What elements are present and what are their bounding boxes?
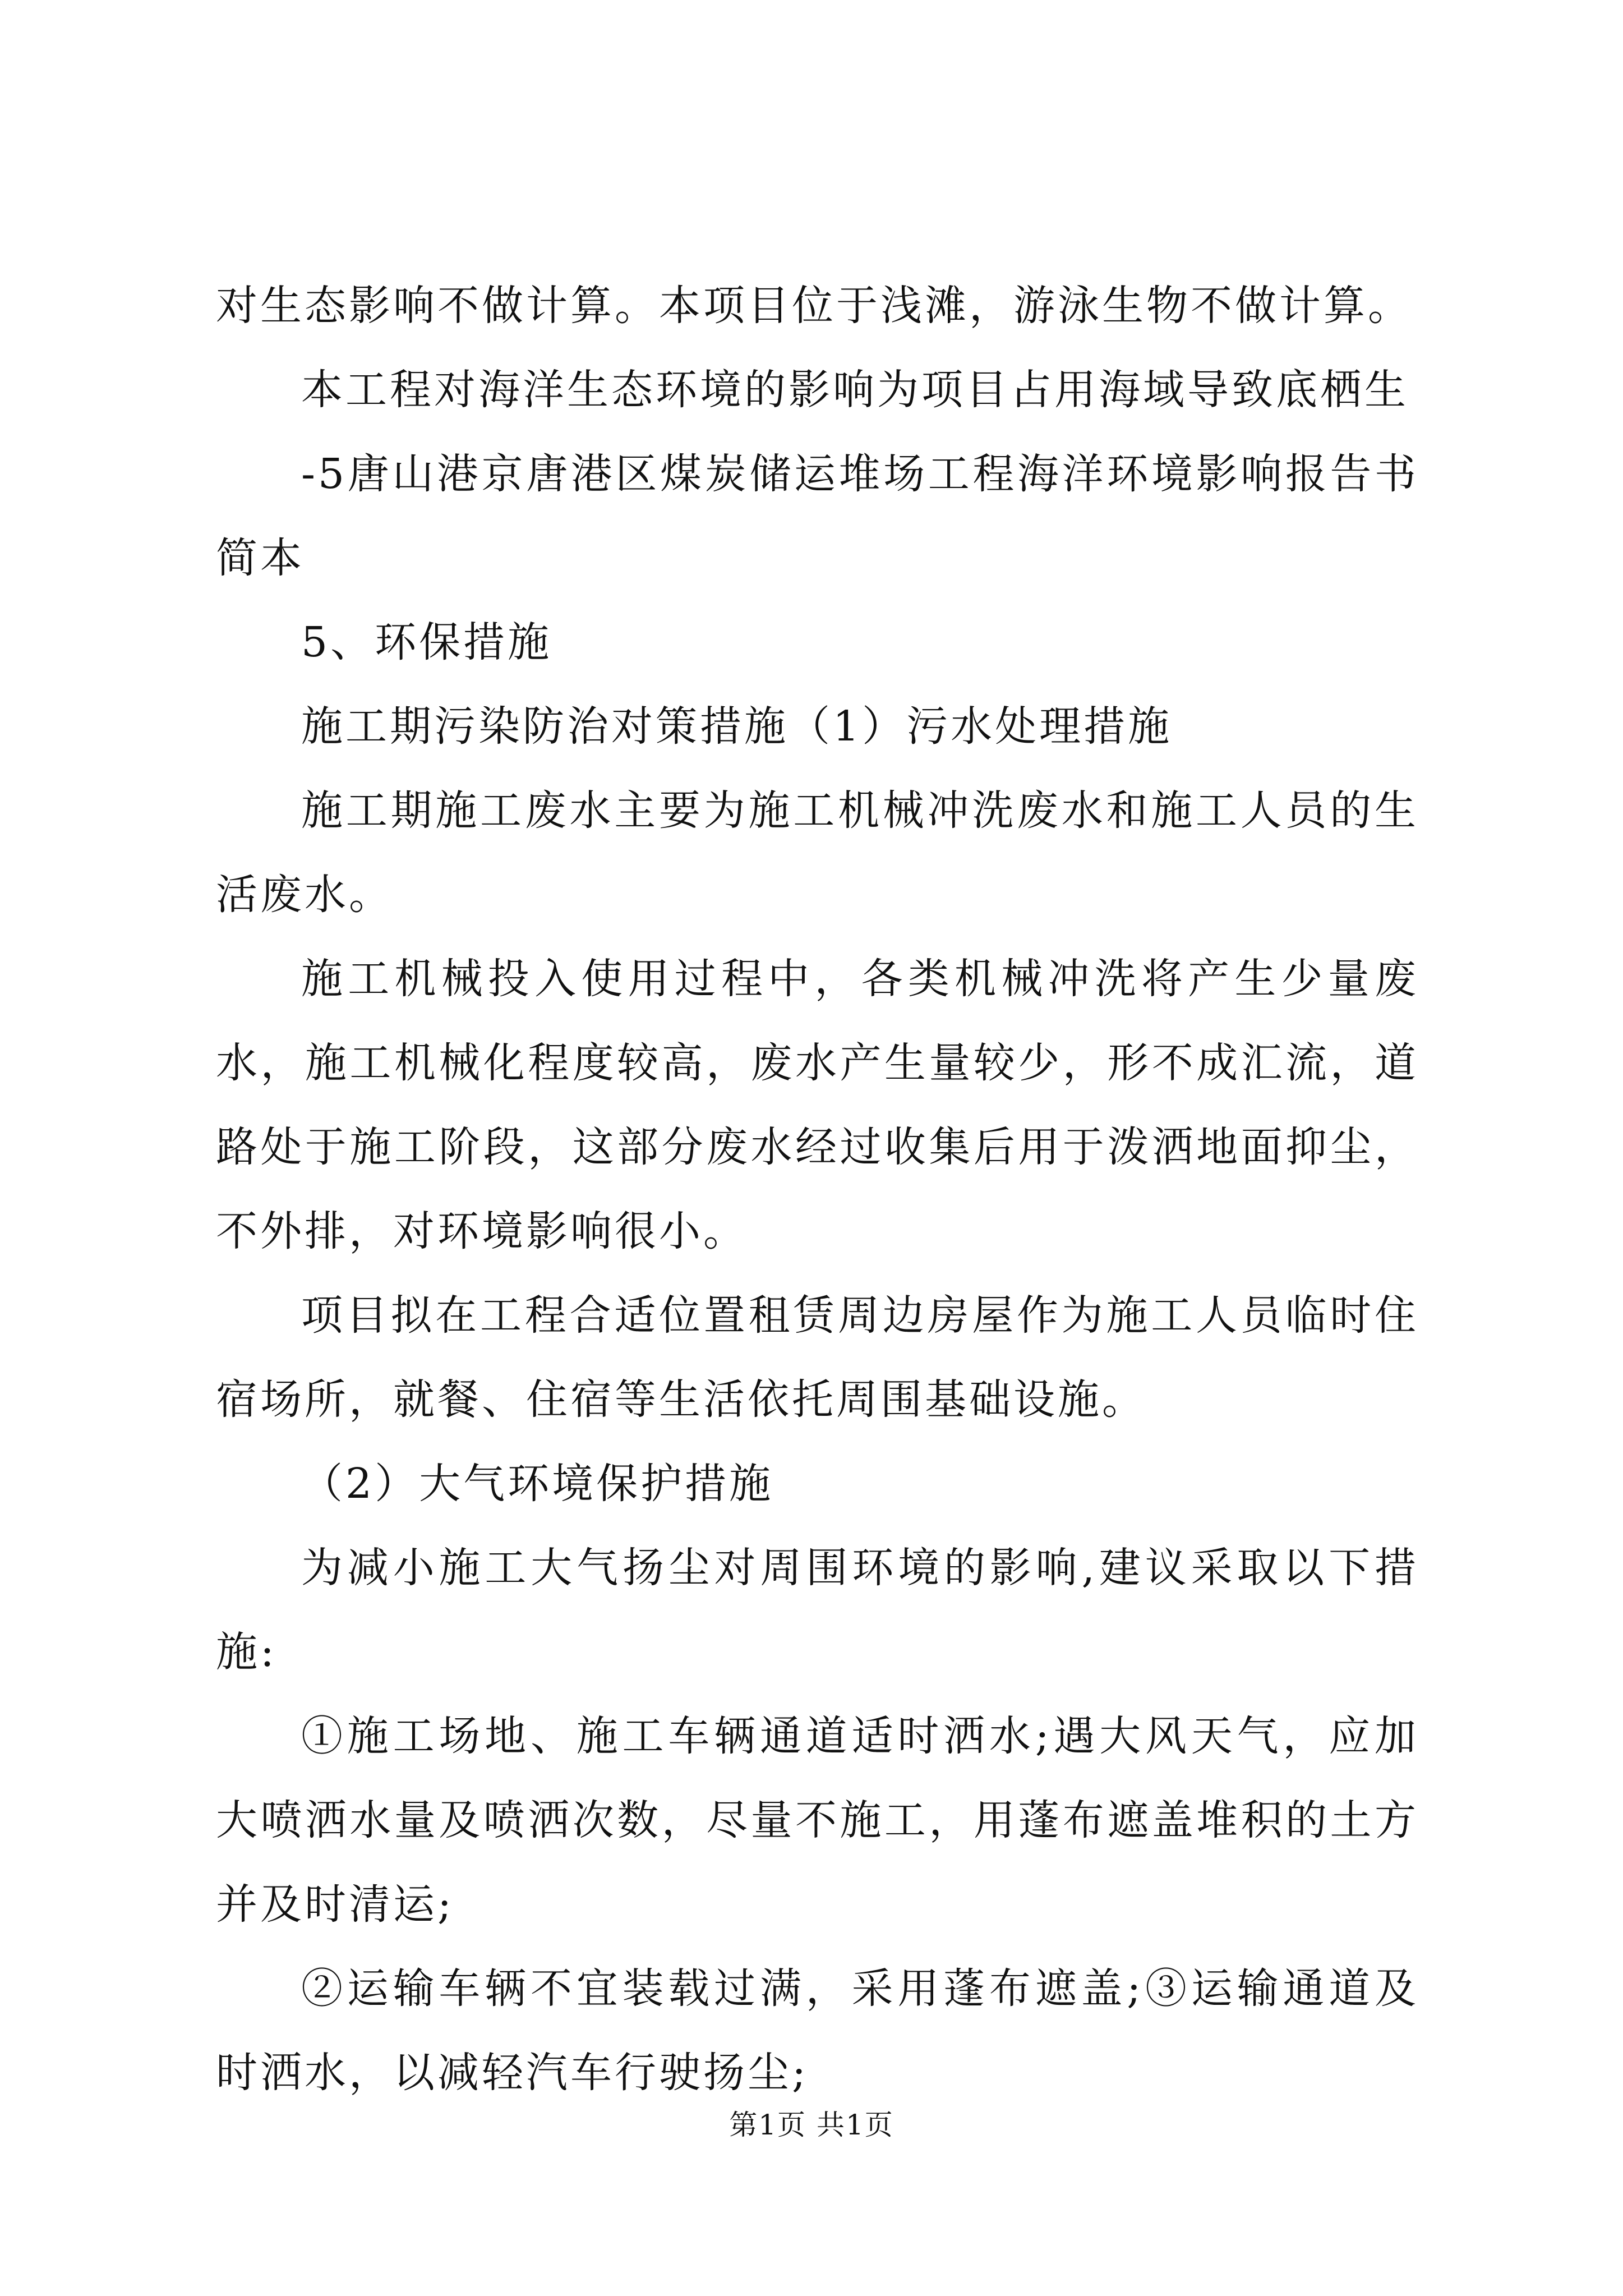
list-item-1: ①施工场地、施工车辆通道适时洒水;遇大风天气，应加大喷洒水量及喷洒次数，尽量不施工，用蓬布遮盖堆积的土方并及时清运; [216,1712,1419,1929]
paragraph-7: 施工机械投入使用过程中，各类机械冲洗将产生少量废水，施工机械化程度较高，废水产生量较少，形不成汇流，道路处于施工阶段，这部分废水经过收集后用于泼洒地面抑尘，不外排，对环境影响很小。 [216,955,1419,1255]
page-number-footer: 第1页 共1页 [729,2109,894,2141]
section-heading-environmental-measures: 5、环保措施 [301,618,552,666]
paragraph-2: 本工程对海洋生态环境的影响为项目占用海域导致底栖生 [301,366,1409,414]
paragraph-3: -5唐山港京唐港区煤炭储运堆场工程海洋环境影响报告书简本 [216,450,1419,582]
list-item-2: ②运输车辆不宜装载过满，采用蓬布遮盖;③运输通道及时洒水，以减轻汽车行驶扬尘; [216,1964,1419,2097]
paragraph-10: 为减小施工大气扬尘对周围环境的影响,建议采取以下措施: [216,1544,1419,1676]
subheading-construction-pollution-measures: 施工期污染防治对策措施（1）污水处理措施 [301,702,1173,751]
paragraph-1: 对生态影响不做计算。本项目位于浅滩，游泳生物不做计算。 [216,282,1412,330]
paragraph-6: 施工期施工废水主要为施工机械冲洗废水和施工人员的生活废水。 [216,786,1419,919]
subheading-air-protection-measures: （2）大气环境保护措施 [301,1460,774,1508]
paragraph-8: 项目拟在工程合适位置租赁周边房屋作为施工人员临时住宿场所，就餐、住宿等生活依托周围基础设施。 [216,1291,1419,1424]
document-body [216,264,1419,2115]
